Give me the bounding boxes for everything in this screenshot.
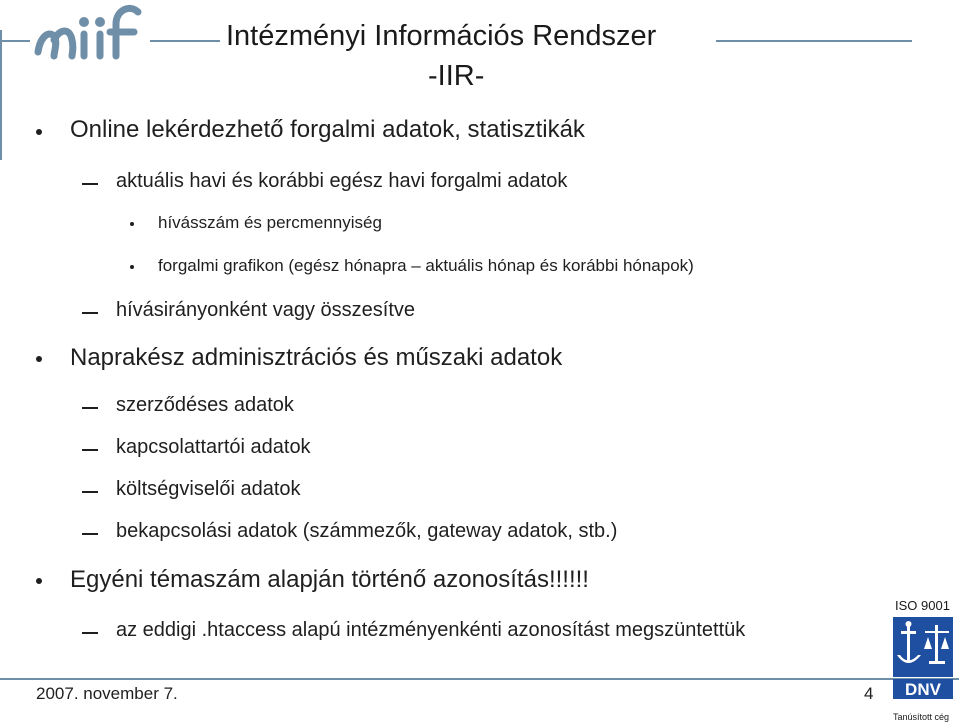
iso-label: ISO 9001 <box>895 598 950 613</box>
bullet-dot-small <box>130 265 134 269</box>
list-item: szerződéses adatok <box>116 394 294 416</box>
list-item: bekapcsolási adatok (számmezők, gateway adatok, stb.) <box>116 520 618 542</box>
footer-rule <box>0 678 959 680</box>
list-item: hívásszám és percmennyiség <box>158 213 382 232</box>
bullet-dash <box>82 449 98 451</box>
list-item: Egyéni témaszám alapján történő azonosítás!!!!!! <box>70 566 589 593</box>
dnv-badge-text: DNV <box>905 680 941 699</box>
bullet-dot <box>36 129 42 135</box>
footer-date: 2007. november 7. <box>36 684 178 703</box>
page-number: 4 <box>864 684 874 703</box>
bullet-dash <box>82 491 98 493</box>
list-item: hívásirányonként vagy összesítve <box>116 299 416 321</box>
list-item: aktuális havi és korábbi egész havi forgalmi adatok <box>116 170 568 192</box>
list-item: Online lekérdezhető forgalmi adatok, statisztikák <box>70 116 585 143</box>
dnv-certification-icon <box>891 615 955 715</box>
title-rule-right <box>716 40 912 42</box>
miif-logo-icon <box>30 0 150 70</box>
bullet-dot-small <box>130 222 134 226</box>
list-item: Naprakész adminisztrációs és műszaki adatok <box>70 344 563 371</box>
bullet-dot <box>36 578 42 584</box>
bullet-dash <box>82 533 98 535</box>
certified-company-label: Tanúsított cég <box>893 712 950 722</box>
list-item: az eddigi .htaccess alapú intézményenkénti azonosítást megszüntettük <box>116 619 746 641</box>
title-rule-mid <box>150 40 220 42</box>
list-item: kapcsolattartói adatok <box>116 436 311 458</box>
left-accent-line <box>0 30 2 160</box>
bullet-dot <box>36 356 42 362</box>
slide-subtitle: -IIR- <box>428 60 485 92</box>
slide-title: Intézményi Információs Rendszer <box>226 20 657 52</box>
title-rule-left <box>0 40 30 42</box>
bullet-dash <box>82 312 98 314</box>
list-item: költségviselői adatok <box>116 478 301 500</box>
list-item: forgalmi grafikon (egész hónapra – aktuális hónap és korábbi hónapok) <box>158 256 694 275</box>
bullet-dash <box>82 183 98 185</box>
bullet-dash <box>82 632 98 634</box>
bullet-dash <box>82 407 98 409</box>
